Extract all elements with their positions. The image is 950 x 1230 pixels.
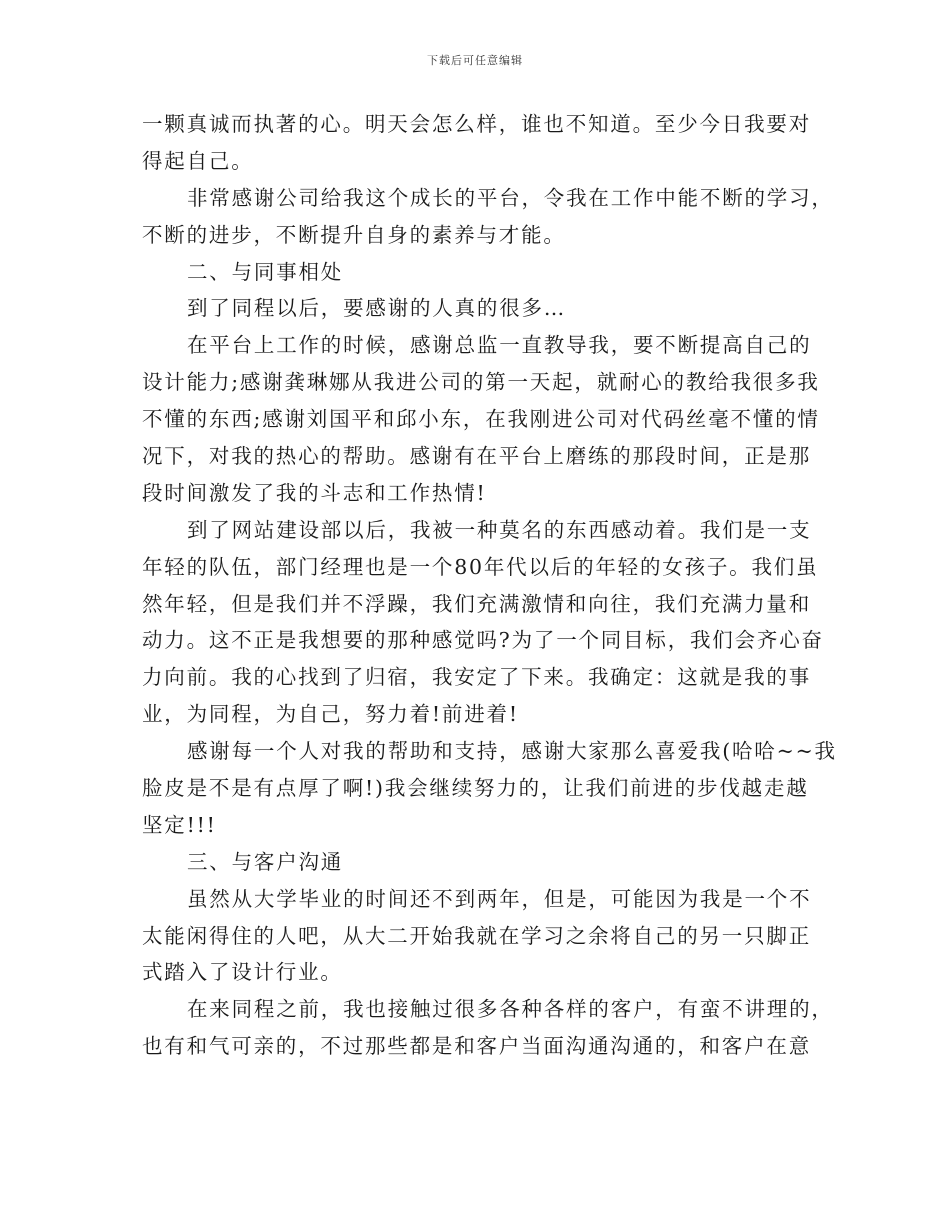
text-line: 在平台上工作的时候，感谢总监一直教导我，要不断提高自己的 xyxy=(187,333,812,358)
page-header: 下载后可任意编辑 xyxy=(427,54,523,67)
text-line: 段时间激发了我的斗志和工作热情! xyxy=(142,480,487,505)
text-line: 三、与客户沟通 xyxy=(187,849,344,874)
text-line: 到了同程以后，要感谢的人真的很多… xyxy=(187,296,567,321)
text-line: 年轻的队伍，部门经理也是一个80年代以后的年轻的女孩子。我们虽 xyxy=(142,554,819,579)
text-line: 一颗真诚而执著的心。明天会怎么样，谁也不知道。至少今日我要对 xyxy=(142,112,811,136)
text-line: 设计能力;感谢龚琳娜从我进公司的第一天起，就耐心的教给我很多我 xyxy=(142,370,820,395)
text-line: 太能闲得住的人吧，从大二开始我就在学习之余将自己的另一只脚正 xyxy=(142,923,811,948)
text-line: 动力。这不正是我想要的那种感觉吗?为了一个同目标，我们会齐心奋 xyxy=(142,628,824,653)
text-line: 脸皮是不是有点厚了啊!)我会继续努力的，让我们前进的步伐越走越 xyxy=(142,776,809,801)
text-line: 然年轻，但是我们并不浮躁，我们充满激情和向往，我们充满力量和 xyxy=(142,591,811,616)
text-line: 非常感谢公司给我这个成长的平台，令我在工作中能不断的学习， xyxy=(187,185,834,210)
text-line: 到了网站建设部以后，我被一种莫名的东西感动着。我们是一支 xyxy=(187,517,812,542)
text-line: 力向前。我的心找到了归宿，我安定了下来。我确定：这就是我的事 xyxy=(142,665,811,690)
text-line: 不懂的东西;感谢刘国平和邱小东，在我刚进公司对代码丝毫不懂的情 xyxy=(142,407,820,432)
document-body xyxy=(142,106,837,1065)
text-line: 感谢每一个人对我的帮助和支持，感谢大家那么喜爱我(哈哈~~我 xyxy=(187,739,837,764)
text-line: 不断的进步，不断提升自身的素养与才能。 xyxy=(142,222,566,247)
text-line: 坚定!!! xyxy=(142,812,217,837)
text-line: 况下，对我的热心的帮助。感谢有在平台上磨练的那段时间，正是那 xyxy=(142,444,811,469)
text-line: 业，为同程，为自己，努力着!前进着! xyxy=(142,702,519,727)
text-line: 式踏入了设计行业。 xyxy=(142,960,343,985)
text-line: 也有和气可亲的，不过那些都是和客户当面沟通沟通的，和客户在意 xyxy=(142,1034,811,1059)
text-line: 二、与同事相处 xyxy=(187,259,344,284)
text-line: 得起自己。 xyxy=(142,148,254,173)
text-line: 虽然从大学毕业的时间还不到两年，但是，可能因为我是一个不 xyxy=(187,886,812,911)
text-line: 在来同程之前，我也接触过很多各种各样的客户，有蛮不讲理的， xyxy=(187,997,834,1022)
